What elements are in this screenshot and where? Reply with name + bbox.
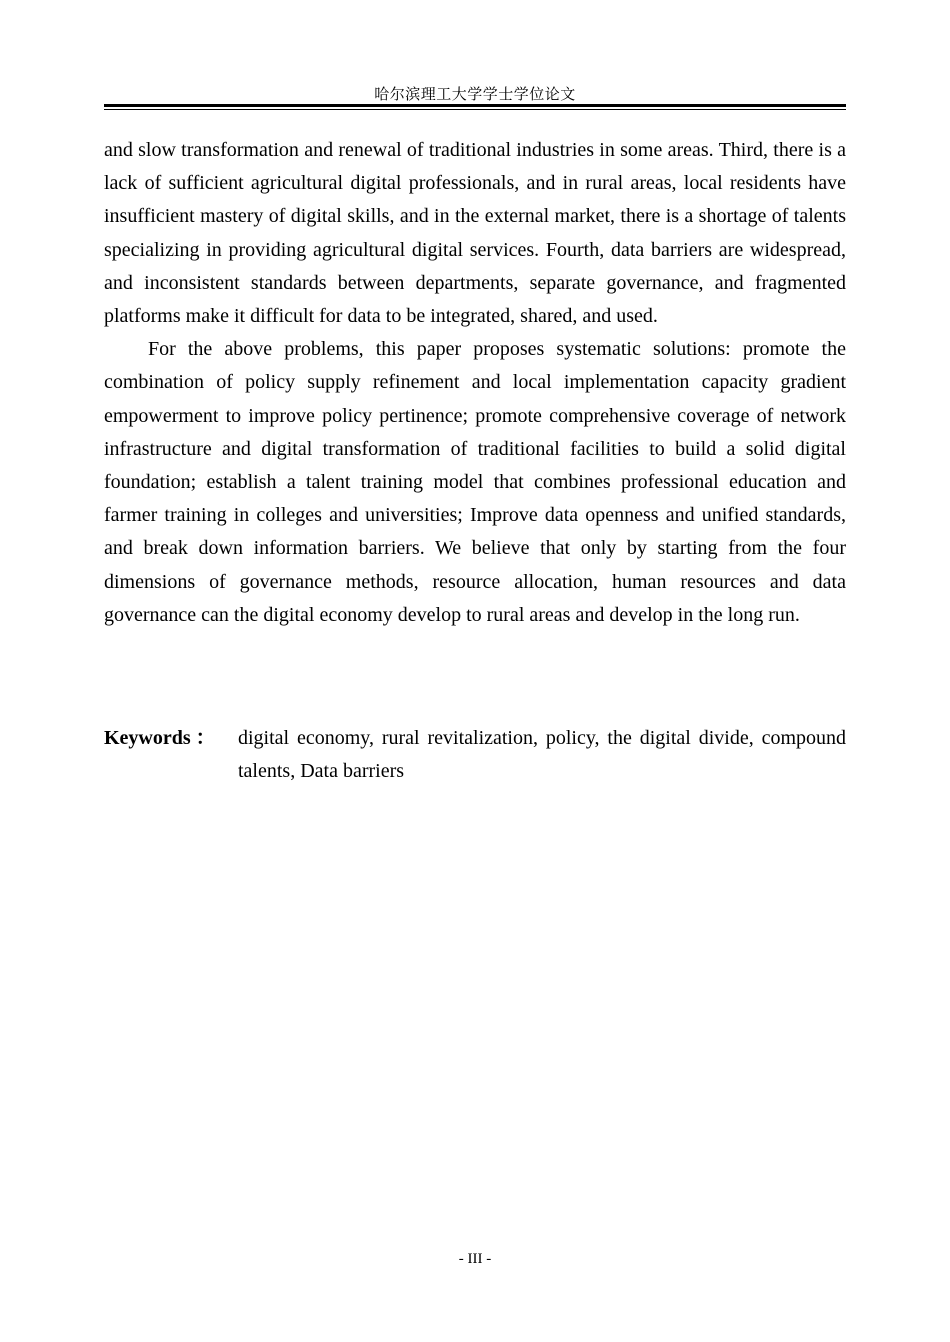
page-header-title: 哈尔滨理工大学学士学位论文	[374, 85, 576, 103]
header-double-rule	[104, 104, 846, 110]
abstract-paragraph-2: For the above problems, this paper proposes systematic solutions: promote the combination of policy supply refinement and local implementation capacity gradient empowerment to improve policy pertinence; promote comprehensive coverage of network infrastructure and digital transformation of traditional facilities to build a solid digital foundation; establish a talent training model that combines professional education and farmer training in colleges and universities; Improve data openness and unified standards, and break down information barriers. We believe that only by starting from the four dimensions of governance methods, resource allocation, human resources and data governance can the digital economy develop to rural areas and develop in the long run.	[104, 338, 846, 626]
abstract-body	[104, 134, 846, 632]
abstract-paragraph-1: and slow transformation and renewal of traditional industries in some areas. Third, there is a lack of sufficient agricultural digital professionals, and in rural areas, local residents have insufficient mastery of digital skills, and in the external market, there is a shortage of talents specializing in providing agricultural digital services. Fourth, data barriers are widespread, and inconsistent standards between departments, separate governance, and fragmented platforms make it difficult for data to be integrated, shared, and used.	[104, 139, 846, 328]
keywords-label: Keywords ：	[104, 727, 216, 749]
keywords-list: digital economy, rural revitalization, policy, the digital divide, compound talents, Data barriers	[238, 727, 846, 783]
keywords-block	[104, 722, 846, 788]
page-number: - III -	[458, 1251, 492, 1267]
